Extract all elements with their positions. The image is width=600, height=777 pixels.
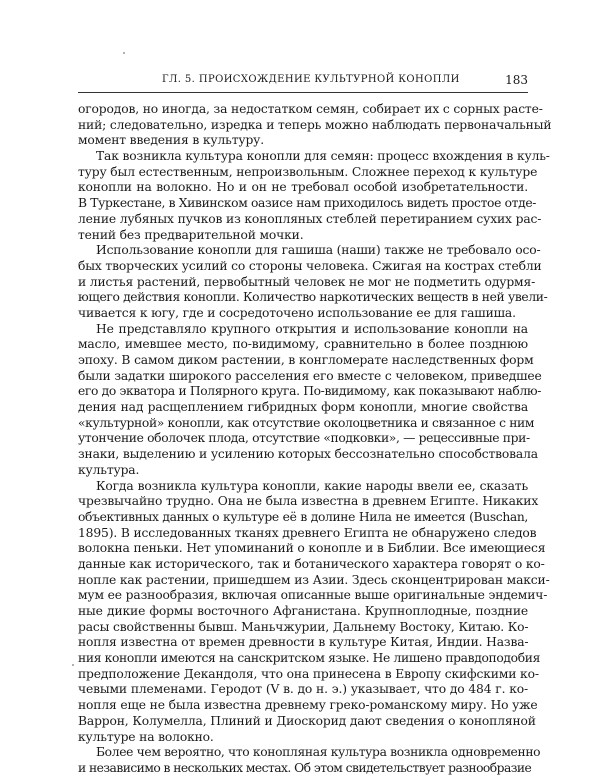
print-speck — [123, 52, 125, 54]
text-line: волокна пеньки. Нет упоминаний о конопле и в Библии. Все имеющиеся — [78, 541, 546, 556]
text-line: чивается к югу, где и сосредоточено использование ее для гашиша. — [78, 305, 516, 320]
print-speck — [72, 664, 74, 666]
running-title: ГЛ. 5. ПРОИСХОЖДЕНИЕ КУЛЬТУРНОЙ КОНОПЛИ — [162, 74, 460, 85]
text-line: Варрон, Колумелла, Плиний и Диоскорид дают сведения о конопляной — [78, 713, 536, 728]
text-line: ющего действия конопли. Количество наркотических веществ в ней увели- — [78, 290, 548, 305]
text-line: «культурной» конопли, как отсутствие околоцветника и связанное с ним — [78, 415, 535, 430]
text-line: нопля еще не была известна древнему греко-романскому миру. Но уже — [78, 698, 538, 713]
text-line: Когда возникла культура конопли, какие народы ввели ее, сказать — [96, 478, 528, 493]
text-line: 1895). В исследованных тканях древнего Египта не обнаружено следов — [78, 525, 537, 540]
text-line: бых творческих усилий со стороны человека. Сжигая на кострах стебли — [78, 258, 542, 273]
text-line: объективных данных о культуре её в долине Нила не имеется (Buschan, — [78, 509, 528, 524]
text-line: конопли на волокно. Но и он не требовал особой изобретательности. — [78, 180, 528, 195]
text-line: Так возникла культура конопли для семян: процесс вхождения в куль- — [96, 149, 550, 164]
text-line: знаки, выделению и усилению которых бессознательно способствовала — [78, 447, 538, 462]
text-line: утончение оболочек плода, отсутствие «подковки», — рецессивные при- — [78, 431, 530, 446]
text-line: Более чем вероятно, что конопляная культура возникла одновременно — [96, 745, 541, 760]
text-line: ния конопли имеются на санскритском языке. Не лишено правдоподобия — [78, 651, 540, 666]
text-line: предположение Декандоля, что она принесена в Европу скифскими ко- — [78, 666, 539, 681]
text-line: тений без предварительной мочки. — [78, 227, 304, 242]
text-line: чрезвычайно трудно. Она не была известна в древнем Египте. Никаких — [78, 494, 539, 509]
body-text — [78, 102, 552, 777]
text-line: его до экватора и Полярного круга. По-видимому, как показывают наблю- — [78, 384, 542, 399]
text-line: туру был естественным, непроизвольным. Сложнее переход к культуре — [78, 164, 538, 179]
text-line: Не представляло крупного открытия и использование конопли на — [96, 321, 528, 336]
text-line: Использование конопли для гашиша (наши) также не требовало осо- — [96, 243, 541, 258]
text-line: ний; следовательно, изредка и теперь можно наблюдать первоначальный — [78, 117, 552, 132]
page-header — [78, 74, 528, 93]
text-line: расы свойственны бывш. Маньчжурии, Дальнему Востоку, Китаю. Ко- — [78, 619, 529, 634]
text-line: культуре на волокно. — [78, 729, 214, 744]
text-line: эпоху. В самом диком растении, в конгломерате наследственных форм — [78, 353, 534, 367]
text-line: и листья растений, первобытный человек не мог не подметить одурмя- — [78, 274, 536, 289]
text-line: нопле как растении, пришедшем из Азии. Здесь сконцентрирован макси- — [78, 572, 550, 587]
text-line: данные как исторического, так и ботанического характера говорят о ко- — [78, 556, 545, 571]
page-number: 183 — [505, 73, 528, 87]
text-line: момент введения в культуру. — [78, 133, 265, 148]
text-line: В Туркестане, в Хивинском оазисе нам приходилось видеть простое отде- — [78, 196, 537, 211]
text-line: масло, имевшее место, по-видимому, сравнительно в более позднюю — [78, 337, 528, 352]
text-line: мум ее разнообразия, включая описанные выше оригинальные эндемич- — [78, 588, 548, 603]
text-line: огородов, но иногда, за недостатком семян, собирает их с сорных расте- — [78, 102, 543, 116]
text-line: и независимо в нескольких местах. Об этом свидетельствует разнообразие — [78, 760, 532, 775]
text-line: дения над расщеплением гибридных форм конопли, многие свойства — [78, 400, 528, 415]
text-line: нопля известна от времен древности в культуре Китая, Индии. Назва- — [78, 635, 529, 650]
text-line: культура. — [78, 462, 140, 477]
text-line: ные дикие формы восточного Афганистана. Крупноплодные, поздние — [78, 604, 528, 618]
text-line: ление лубяных пучков из конопляных стеблей перетиранием сухих рас- — [78, 211, 542, 226]
text-line: чевыми племенами. Геродот (V в. до н. э.) указывает, что до 484 г. ко- — [78, 682, 528, 697]
text-line: были задатки широкого расселения его вместе с человеком, приведшее — [78, 368, 542, 383]
